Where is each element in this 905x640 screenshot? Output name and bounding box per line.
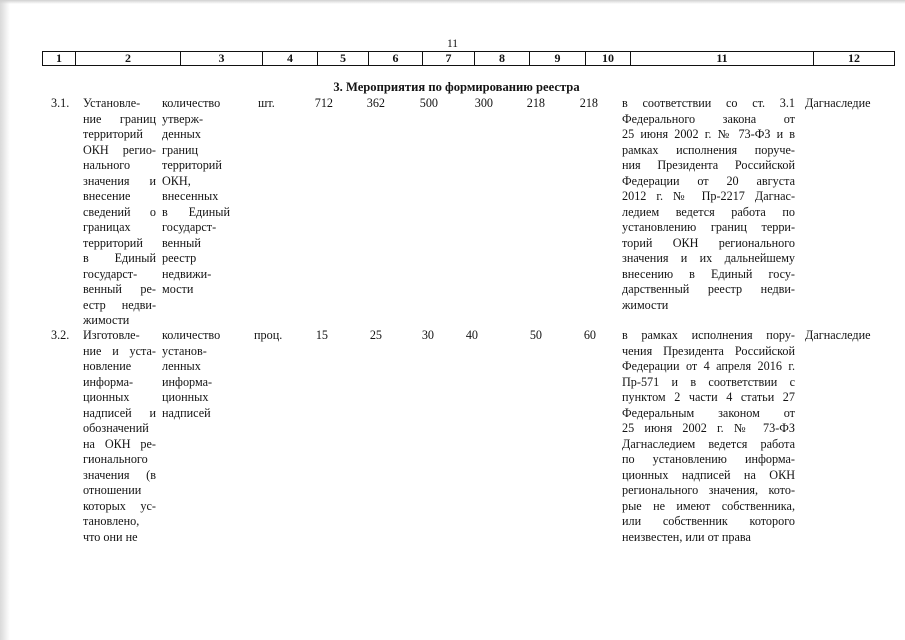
measure-name-line: ОКН регио- [83,142,156,157]
basis-line: рые не имеют собственника, [622,498,795,513]
measure-name-line: границах [83,220,131,234]
basis-text [622,328,795,545]
measure-name-line: что они не [83,529,138,544]
indicator-line: ленных [162,359,201,373]
indicator-line: территорий [162,158,222,172]
value-cell: 50 [529,328,542,342]
column-number: 7 [423,52,475,66]
measure-name-line: ние и уста- [83,343,156,358]
value-cell: 300 [474,96,493,110]
unit: шт. [258,96,275,110]
value-cell: 15 [315,328,328,342]
indicator-line: денных [162,127,201,141]
indicator-line: количество [162,96,221,110]
measure-name-line: сведений о [83,204,156,219]
basis-line: торий ОКН регионального [622,235,795,250]
unit: проц. [254,328,283,342]
basis-line: Федерации от 20 августа [622,173,795,188]
measure-name [83,328,156,545]
indicator-line: в Единый [162,204,230,219]
value-cell: 500 [419,96,438,110]
basis-line: неизвестен, или от права [622,529,751,544]
indicator-name [162,96,230,298]
value-cell: 218 [526,96,545,110]
value-cell: 30 [421,328,434,342]
measure-name-line: отношении [83,483,142,497]
indicator-line: венный [162,235,201,250]
column-number: 12 [814,52,895,66]
indicator-line: информа- [162,374,213,389]
indicator-line: недвижи- [162,266,212,281]
column-number: 9 [530,52,586,66]
column-number: 11 [631,52,814,66]
basis-line: значения и их дальнейшему [622,251,795,265]
column-number: 5 [318,52,369,66]
indicator-line: количество [162,328,221,342]
basis-line: в рамках исполнения пору- [622,328,795,342]
value-cell: 218 [579,96,598,110]
measure-name-line: значения (в [83,467,156,482]
basis-line: ционных надписей на ОКН [622,467,795,482]
measure-name-line: обозначений [83,421,149,435]
row-number: 3.1. [51,96,70,110]
measure-name-line: естр недви- [83,297,156,312]
column-number: 2 [76,52,181,66]
executor: Дагнаследие [805,328,871,342]
measure-name-line: ционных [83,390,130,404]
column-number: 3 [181,52,263,66]
basis-line: пунктом 2 части 4 статьи 27 [622,390,795,404]
measure-name-line: надписей и [83,405,156,420]
basis-line: ледием ведется работа по [622,204,795,219]
basis-line: или собственник которого [622,514,795,528]
measure-name-line: новление [83,359,132,373]
basis-line: ния Президента Российской [622,158,795,172]
column-number: 6 [369,52,423,66]
row-number: 3.2. [51,328,70,342]
measure-name-line: Изготовле- [83,328,140,342]
indicator-line: внесенных [162,189,219,203]
indicator-line: границ [162,142,199,157]
value-cell: 362 [366,96,385,110]
value-cell: 40 [465,328,478,342]
value-cell: 60 [583,328,596,342]
column-number: 1 [43,52,76,66]
page-number: 11 [446,38,459,50]
basis-line: в соответствии со ст. 3.1 [622,96,795,110]
section-title: 3. Мероприятия по формированию реестра [333,80,580,94]
basis-text [622,96,795,313]
indicator-line: надписей [162,405,211,420]
measure-name-line: гионального [83,452,148,466]
column-number-header [42,51,895,66]
indicator-line: мости [162,282,194,296]
basis-line: по установлению информа- [622,452,795,466]
value-cell: 712 [314,96,333,110]
measure-name [83,96,156,329]
scan-edge-shadow-top [0,0,905,4]
indicator-name [162,328,230,421]
measure-name-line: которых ус- [83,498,156,513]
basis-line: рамках исполнения поруче- [622,142,795,157]
basis-line: Федерации от 4 апреля 2016 г. [622,359,795,373]
measure-name-line: Установле- [83,96,141,110]
measure-name-line: территорий [83,235,143,250]
value-cell: 25 [369,328,382,342]
indicator-line: государст- [162,220,217,234]
basis-line: внесению в Единый госу- [622,266,795,281]
indicator-line: утверж- [162,111,204,126]
measure-name-line: внесение [83,189,131,203]
basis-line: дарственный реестр недви- [622,282,795,296]
column-number: 10 [586,52,631,66]
measure-name-line: на ОКН ре- [83,436,156,451]
executor: Дагнаследие [805,96,871,110]
basis-line: Федерального закона от [622,111,795,126]
basis-line: установлению границ терри- [622,220,795,234]
basis-line: регионального значения, кото- [622,483,795,497]
measure-name-line: тановлено, [83,514,140,528]
basis-line: Дагнаследием ведется работа [622,436,795,451]
basis-line: Пр-571 и в соответствии с [622,374,795,389]
basis-line: жимости [622,297,669,312]
column-number: 4 [263,52,318,66]
indicator-line: установ- [162,343,207,358]
measure-name-line: ние границ [83,111,156,126]
basis-line: 25 июня 2002 г. № 73-ФЗ и в [622,127,795,141]
measure-name-line: значения и [83,173,156,188]
indicator-line: ционных [162,390,209,404]
indicator-line: ОКН, [162,173,191,188]
basis-line: чения Президента Российской [622,343,795,358]
measure-name-line: венный ре- [83,282,156,296]
basis-line: 25 июня 2002 г. № 73-ФЗ [622,421,795,435]
basis-line: 2012 г. № Пр-2217 Дагнас- [622,189,795,203]
measure-name-line: нального [83,158,131,172]
measure-name-line: жимости [83,313,130,327]
column-number: 8 [475,52,530,66]
basis-line: Федеральным законом от [622,405,795,420]
indicator-line: реестр [162,251,197,265]
scan-edge-shadow [0,0,10,640]
measure-name-line: в Единый [83,251,156,265]
measure-name-line: государст- [83,266,138,281]
measure-name-line: территорий [83,127,143,141]
measure-name-line: информа- [83,374,134,389]
